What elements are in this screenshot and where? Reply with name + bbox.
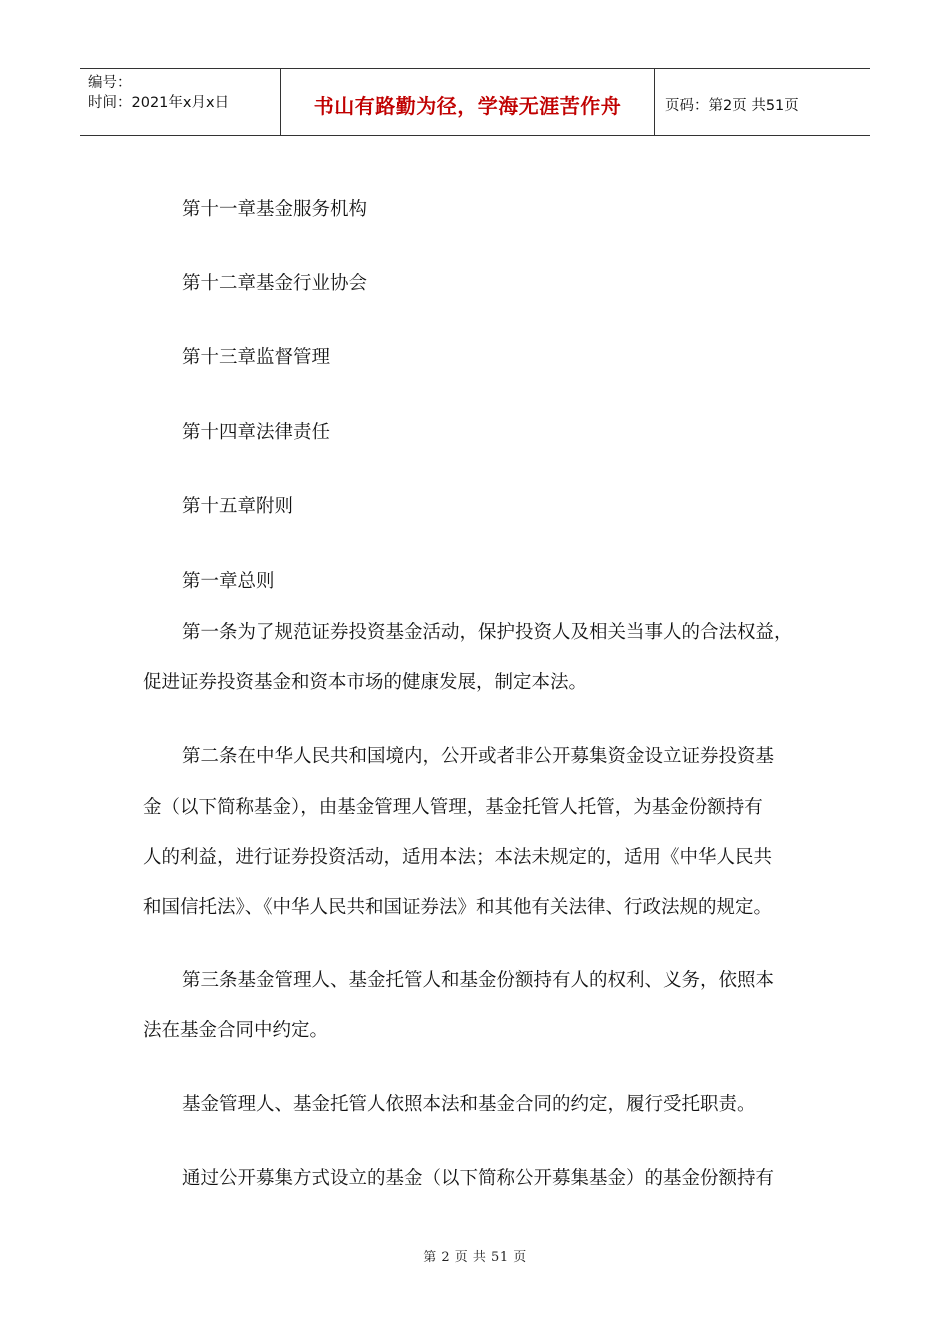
toc-line-chapter-15: 第十五章附则: [182, 496, 294, 517]
header-page-cell: [655, 69, 870, 135]
paragraph-line: 和国信托法》、《中华人民共和国证券法》和其他有关法律、行政法规的规定。: [143, 897, 773, 918]
paragraph-line: 第三条基金管理人、基金托管人和基金份额持有人的权利、义务，依照本: [182, 970, 775, 991]
toc-line-chapter-14: 第十四章法律责任: [182, 422, 331, 443]
paragraph-line: 促进证券投资基金和资本市场的健康发展，制定本法。: [143, 672, 588, 693]
paragraph-line: 人的利益，进行证券投资活动，适用本法；本法未规定的，适用《中华人民共: [143, 847, 773, 868]
toc-line-chapter-13: 第十三章监督管理: [182, 347, 331, 368]
header-motto-cell: [281, 69, 655, 135]
page-info: 页码：第2页 共51页: [665, 97, 799, 114]
toc-line-chapter-12: 第十二章基金行业协会: [182, 273, 368, 294]
page-header: [80, 68, 870, 136]
date-label: 时间：2021年x月x日: [88, 95, 230, 111]
motto-text: 书山有路勤为径，学海无涯苦作舟: [313, 93, 622, 118]
paragraph-line: 金（以下简称基金），由基金管理人管理，基金托管人托管，为基金份额持有: [143, 797, 763, 818]
header-meta-cell: [80, 69, 281, 135]
paragraph-line: 通过公开募集方式设立的基金（以下简称公开募集基金）的基金份额持有: [182, 1168, 775, 1189]
chapter-heading: 第一章总则: [182, 571, 275, 592]
page-footer: 第 2 页 共 51 页: [423, 1250, 527, 1265]
toc-line-chapter-11: 第十一章基金服务机构: [182, 199, 368, 220]
paragraph-line: 法在基金合同中约定。: [143, 1020, 329, 1041]
paragraph-line: 第一条为了规范证券投资基金活动，保护投资人及相关当事人的合法权益，: [182, 622, 793, 643]
serial-number-label: 编号：: [88, 75, 132, 91]
paragraph-line: 第二条在中华人民共和国境内，公开或者非公开募集资金设立证券投资基: [182, 746, 775, 767]
paragraph-line: 基金管理人、基金托管人依照本法和基金合同的约定，履行受托职责。: [182, 1094, 756, 1115]
